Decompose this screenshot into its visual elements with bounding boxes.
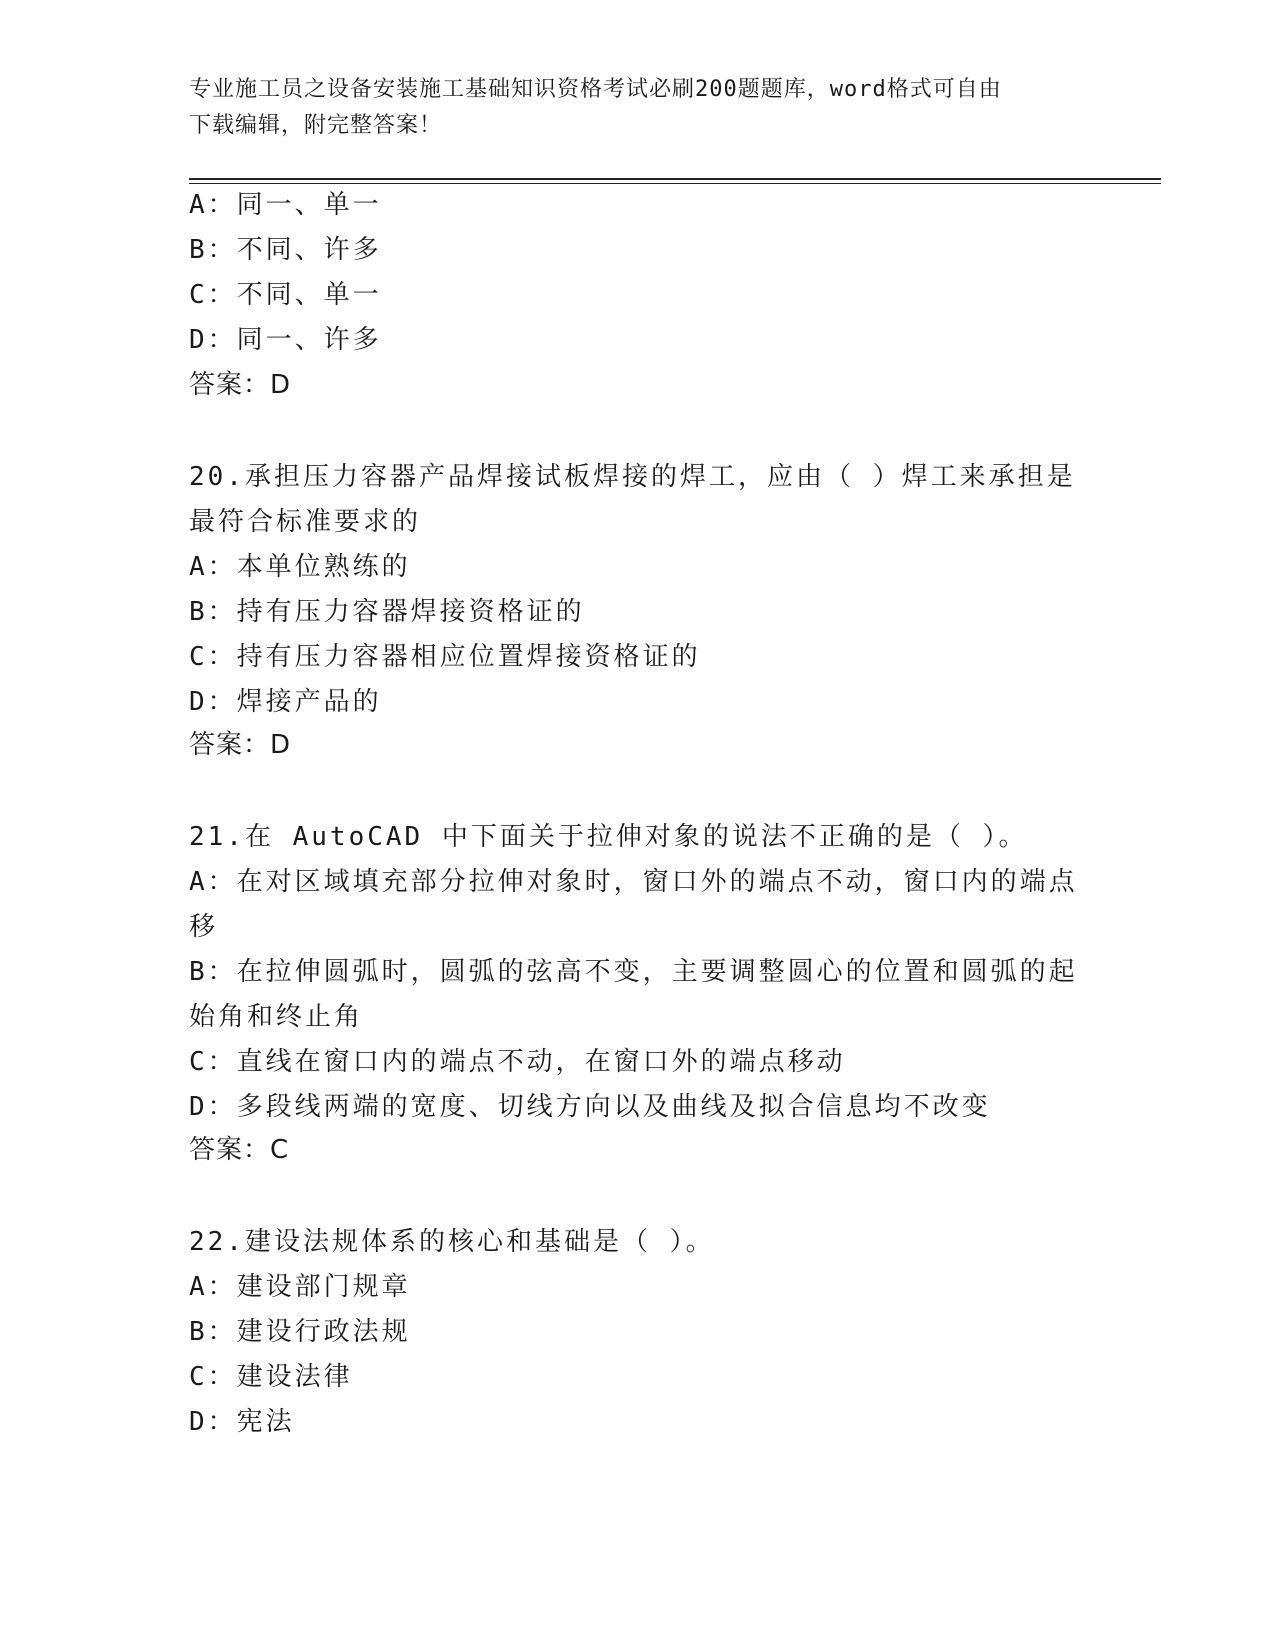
q21-option-b-line2: 始角和终止角 bbox=[189, 1002, 364, 1032]
q21-stem: 21.在 AutoCAD 中下面关于拉伸对象的说法不正确的是（ ）。 bbox=[189, 822, 1028, 852]
header-divider-thick bbox=[189, 178, 1161, 180]
q20-option-c: C：持有压力容器相应位置焊接资格证的 bbox=[189, 642, 701, 672]
q19-answer: 答案：D bbox=[189, 370, 292, 400]
q22-option-c: C：建设法律 bbox=[189, 1362, 353, 1392]
q20-option-a: A：本单位熟练的 bbox=[189, 552, 411, 582]
q20-answer: 答案：D bbox=[189, 730, 292, 760]
q21-option-c: C：直线在窗口内的端点不动，在窗口外的端点移动 bbox=[189, 1047, 846, 1077]
q21-option-b-line1: B：在拉伸圆弧时，圆弧的弦高不变，主要调整圆心的位置和圆弧的起 bbox=[189, 957, 1078, 987]
q19-option-c: C：不同、单一 bbox=[189, 280, 382, 310]
q22-option-d: D：宪法 bbox=[189, 1407, 295, 1437]
q22-option-b: B：建设行政法规 bbox=[189, 1317, 411, 1347]
q20-option-b: B：持有压力容器焊接资格证的 bbox=[189, 597, 585, 627]
header-divider-thin bbox=[189, 183, 1161, 184]
q21-option-a-line1: A：在对区域填充部分拉伸对象时，窗口外的端点不动，窗口内的端点 bbox=[189, 867, 1078, 897]
q21-answer: 答案：C bbox=[189, 1135, 290, 1165]
q22-option-a: A：建设部门规章 bbox=[189, 1272, 411, 1302]
q20-stem-line1: 20.承担压力容器产品焊接试板焊接的焊工，应由（ ）焊工来承担是 bbox=[189, 462, 1076, 492]
q19-option-d: D：同一、许多 bbox=[189, 325, 382, 355]
q20-option-d: D：焊接产品的 bbox=[189, 687, 382, 717]
q21-option-a-line2: 移 bbox=[189, 912, 219, 942]
q22-stem: 22.建设法规体系的核心和基础是（ ）。 bbox=[189, 1227, 715, 1257]
q21-option-d: D：多段线两端的宽度、切线方向以及曲线及拟合信息均不改变 bbox=[189, 1092, 991, 1122]
document-header bbox=[189, 72, 1089, 144]
q19-option-b: B：不同、许多 bbox=[189, 235, 382, 265]
header-title-line1: 专业施工员之设备安装施工基础知识资格考试必刷200题题库，word格式可自由 bbox=[189, 77, 1002, 102]
header-title-line2: 下载编辑，附完整答案！ bbox=[189, 113, 443, 138]
q20-stem-line2: 最符合标准要求的 bbox=[189, 507, 422, 537]
q19-option-a: A：同一、单一 bbox=[189, 190, 382, 220]
